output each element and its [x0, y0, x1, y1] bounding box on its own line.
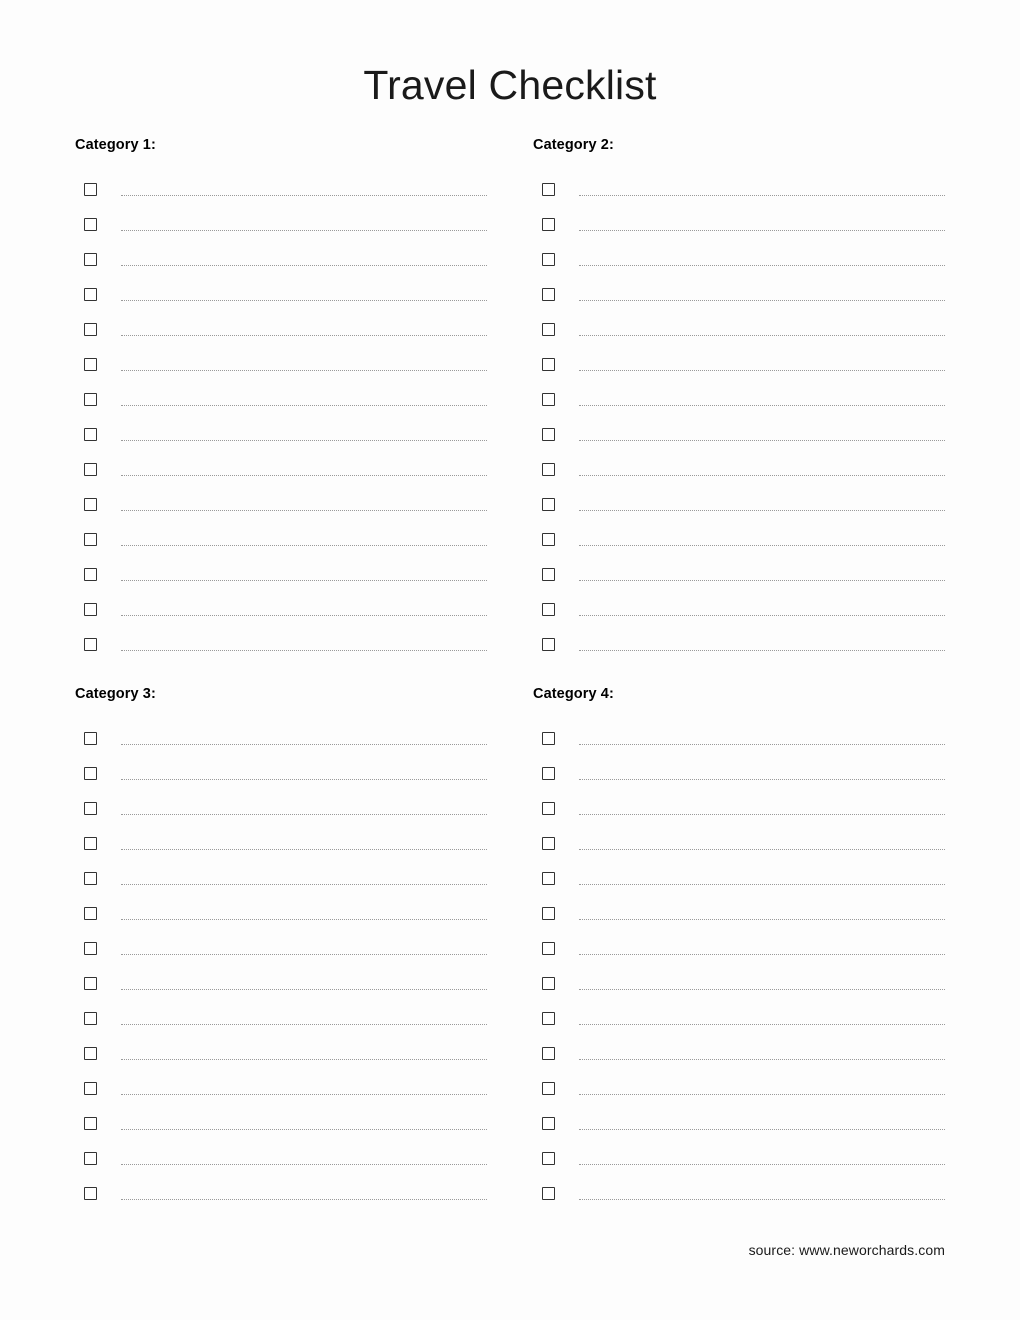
checkbox-icon[interactable] — [84, 732, 97, 745]
checkbox-icon[interactable] — [84, 323, 97, 336]
checklist-row[interactable] — [75, 1169, 487, 1204]
checklist-row[interactable] — [75, 340, 487, 375]
checklist-row[interactable] — [75, 235, 487, 270]
checkbox-icon[interactable] — [84, 1152, 97, 1165]
checkbox-icon[interactable] — [542, 977, 555, 990]
checklist-row[interactable] — [75, 714, 487, 749]
checklist-row[interactable] — [75, 889, 487, 924]
checkbox-icon[interactable] — [84, 393, 97, 406]
checklist-row[interactable] — [533, 270, 945, 305]
checkbox-icon[interactable] — [542, 732, 555, 745]
write-in-line[interactable] — [579, 744, 945, 745]
section-title: Category 4: — [533, 686, 614, 702]
checklist-section-category-4 — [533, 655, 945, 1204]
checklist-row[interactable] — [75, 620, 487, 655]
write-in-line[interactable] — [579, 1164, 945, 1165]
checklist-row[interactable] — [533, 235, 945, 270]
checklist-row[interactable] — [533, 410, 945, 445]
write-in-line[interactable] — [121, 744, 487, 745]
checklist-row[interactable] — [533, 784, 945, 819]
checkbox-icon[interactable] — [84, 463, 97, 476]
write-in-line[interactable] — [121, 1164, 487, 1165]
write-in-line[interactable] — [121, 265, 487, 266]
checkbox-icon[interactable] — [84, 218, 97, 231]
write-in-line[interactable] — [579, 195, 945, 196]
checklist-row[interactable] — [75, 480, 487, 515]
checklist-row[interactable] — [75, 200, 487, 235]
checklist-row[interactable] — [533, 375, 945, 410]
checkbox-icon[interactable] — [84, 533, 97, 546]
checkbox-icon[interactable] — [542, 568, 555, 581]
write-in-line[interactable] — [579, 370, 945, 371]
checkbox-icon[interactable] — [84, 942, 97, 955]
write-in-line[interactable] — [121, 370, 487, 371]
checkbox-icon[interactable] — [84, 1117, 97, 1130]
write-in-line[interactable] — [121, 849, 487, 850]
checklist-row[interactable] — [533, 1099, 945, 1134]
checklist-row[interactable] — [533, 959, 945, 994]
checkbox-icon[interactable] — [542, 463, 555, 476]
checklist-row[interactable] — [533, 305, 945, 340]
checkbox-icon[interactable] — [84, 767, 97, 780]
checkbox-icon[interactable] — [542, 498, 555, 511]
write-in-line[interactable] — [121, 230, 487, 231]
checklist-row[interactable] — [533, 620, 945, 655]
write-in-line[interactable] — [579, 335, 945, 336]
checklist-grid — [75, 109, 945, 1204]
write-in-line[interactable] — [121, 989, 487, 990]
checkbox-icon[interactable] — [84, 977, 97, 990]
checkbox-icon[interactable] — [84, 498, 97, 511]
checkbox-icon[interactable] — [542, 1047, 555, 1060]
checklist-row[interactable] — [533, 1169, 945, 1204]
write-in-line[interactable] — [121, 1129, 487, 1130]
checklist-row[interactable] — [75, 1029, 487, 1064]
checkbox-icon[interactable] — [84, 907, 97, 920]
checkbox-icon[interactable] — [542, 218, 555, 231]
write-in-line[interactable] — [579, 475, 945, 476]
checkbox-icon[interactable] — [84, 568, 97, 581]
checklist-row[interactable] — [75, 1099, 487, 1134]
write-in-line[interactable] — [121, 1024, 487, 1025]
checklist-row[interactable] — [75, 515, 487, 550]
write-in-line[interactable] — [121, 884, 487, 885]
checkbox-icon[interactable] — [84, 288, 97, 301]
checklist-rows — [75, 714, 487, 1204]
checklist-row[interactable] — [533, 749, 945, 784]
write-in-line[interactable] — [121, 440, 487, 441]
section-title: Category 2: — [533, 137, 614, 153]
checklist-row[interactable] — [75, 270, 487, 305]
checkbox-icon[interactable] — [542, 603, 555, 616]
checklist-section-category-1 — [75, 137, 487, 655]
checkbox-icon[interactable] — [542, 638, 555, 651]
write-in-line[interactable] — [121, 195, 487, 196]
write-in-line[interactable] — [121, 615, 487, 616]
write-in-line[interactable] — [121, 335, 487, 336]
checklist-row[interactable] — [75, 1064, 487, 1099]
write-in-line[interactable] — [121, 919, 487, 920]
checkbox-icon[interactable] — [542, 253, 555, 266]
checklist-row[interactable] — [75, 924, 487, 959]
write-in-line[interactable] — [579, 1129, 945, 1130]
checklist-section-category-2 — [533, 137, 945, 655]
checkbox-icon[interactable] — [542, 767, 555, 780]
checklist-row[interactable] — [75, 819, 487, 854]
checklist-row[interactable] — [533, 854, 945, 889]
checklist-row[interactable] — [75, 165, 487, 200]
checklist-row[interactable] — [533, 994, 945, 1029]
write-in-line[interactable] — [579, 884, 945, 885]
checkbox-icon[interactable] — [84, 1187, 97, 1200]
checkbox-icon[interactable] — [542, 907, 555, 920]
checkbox-icon[interactable] — [542, 288, 555, 301]
write-in-line[interactable] — [579, 919, 945, 920]
checklist-row[interactable] — [75, 959, 487, 994]
checklist-section-category-3 — [75, 655, 487, 1204]
write-in-line[interactable] — [121, 545, 487, 546]
write-in-line[interactable] — [579, 1094, 945, 1095]
checklist-row[interactable] — [533, 1134, 945, 1169]
checklist-row[interactable] — [75, 585, 487, 620]
write-in-line[interactable] — [121, 580, 487, 581]
write-in-line[interactable] — [121, 1199, 487, 1200]
checkbox-icon[interactable] — [542, 1082, 555, 1095]
write-in-line[interactable] — [121, 779, 487, 780]
checklist-row[interactable] — [533, 200, 945, 235]
write-in-line[interactable] — [579, 405, 945, 406]
checklist-row[interactable] — [533, 445, 945, 480]
write-in-line[interactable] — [579, 989, 945, 990]
checkbox-icon[interactable] — [542, 942, 555, 955]
checkbox-icon[interactable] — [542, 428, 555, 441]
write-in-line[interactable] — [579, 300, 945, 301]
write-in-line[interactable] — [579, 230, 945, 231]
checklist-row[interactable] — [75, 375, 487, 410]
write-in-line[interactable] — [579, 1059, 945, 1060]
checkbox-icon[interactable] — [542, 1117, 555, 1130]
checklist-row[interactable] — [533, 585, 945, 620]
checkbox-icon[interactable] — [84, 358, 97, 371]
write-in-line[interactable] — [579, 265, 945, 266]
checklist-row[interactable] — [75, 410, 487, 445]
checkbox-icon[interactable] — [542, 1152, 555, 1165]
checklist-row[interactable] — [533, 340, 945, 375]
checkbox-icon[interactable] — [84, 1012, 97, 1025]
checklist-row[interactable] — [75, 445, 487, 480]
write-in-line[interactable] — [579, 814, 945, 815]
checkbox-icon[interactable] — [84, 253, 97, 266]
checklist-rows — [533, 165, 945, 655]
source-attribution: source: www.neworchards.com — [748, 1242, 945, 1258]
write-in-line[interactable] — [121, 475, 487, 476]
write-in-line[interactable] — [579, 954, 945, 955]
checkbox-icon[interactable] — [542, 1012, 555, 1025]
checklist-row[interactable] — [533, 1029, 945, 1064]
checklist-row[interactable] — [75, 305, 487, 340]
write-in-line[interactable] — [579, 779, 945, 780]
checkbox-icon[interactable] — [84, 802, 97, 815]
checkbox-icon[interactable] — [84, 183, 97, 196]
checklist-row[interactable] — [533, 165, 945, 200]
checklist-row[interactable] — [533, 1064, 945, 1099]
write-in-line[interactable] — [579, 440, 945, 441]
checklist-row[interactable] — [75, 994, 487, 1029]
checkbox-icon[interactable] — [542, 183, 555, 196]
checklist-row[interactable] — [533, 924, 945, 959]
write-in-line[interactable] — [579, 615, 945, 616]
page-title: Travel Checklist — [363, 62, 657, 108]
checkbox-icon[interactable] — [542, 358, 555, 371]
checkbox-icon[interactable] — [84, 1047, 97, 1060]
checkbox-icon[interactable] — [542, 1187, 555, 1200]
checkbox-icon[interactable] — [84, 837, 97, 850]
checklist-row[interactable] — [75, 854, 487, 889]
write-in-line[interactable] — [121, 814, 487, 815]
checkbox-icon[interactable] — [542, 323, 555, 336]
checklist-row[interactable] — [533, 889, 945, 924]
checkbox-icon[interactable] — [84, 1082, 97, 1095]
write-in-line[interactable] — [121, 405, 487, 406]
checkbox-icon[interactable] — [542, 533, 555, 546]
checkbox-icon[interactable] — [84, 603, 97, 616]
checklist-row[interactable] — [533, 819, 945, 854]
write-in-line[interactable] — [579, 849, 945, 850]
checklist-row[interactable] — [75, 749, 487, 784]
section-title: Category 1: — [75, 137, 156, 153]
checklist-row[interactable] — [533, 550, 945, 585]
checkbox-icon[interactable] — [84, 872, 97, 885]
write-in-line[interactable] — [579, 510, 945, 511]
write-in-line[interactable] — [579, 1199, 945, 1200]
checklist-rows — [533, 714, 945, 1204]
checklist-row[interactable] — [75, 784, 487, 819]
write-in-line[interactable] — [121, 954, 487, 955]
section-title: Category 3: — [75, 686, 156, 702]
write-in-line[interactable] — [579, 1024, 945, 1025]
write-in-line[interactable] — [121, 1059, 487, 1060]
checkbox-icon[interactable] — [542, 837, 555, 850]
checklist-rows — [75, 165, 487, 655]
checklist-row[interactable] — [75, 550, 487, 585]
checkbox-icon[interactable] — [542, 393, 555, 406]
checklist-row[interactable] — [533, 714, 945, 749]
write-in-line[interactable] — [121, 1094, 487, 1095]
checkbox-icon[interactable] — [542, 802, 555, 815]
write-in-line[interactable] — [579, 580, 945, 581]
checkbox-icon[interactable] — [84, 428, 97, 441]
write-in-line[interactable] — [121, 510, 487, 511]
checkbox-icon[interactable] — [84, 638, 97, 651]
checklist-row[interactable] — [533, 480, 945, 515]
write-in-line[interactable] — [121, 650, 487, 651]
checklist-row[interactable] — [533, 515, 945, 550]
checkbox-icon[interactable] — [542, 872, 555, 885]
checklist-row[interactable] — [75, 1134, 487, 1169]
write-in-line[interactable] — [579, 545, 945, 546]
write-in-line[interactable] — [579, 650, 945, 651]
write-in-line[interactable] — [121, 300, 487, 301]
